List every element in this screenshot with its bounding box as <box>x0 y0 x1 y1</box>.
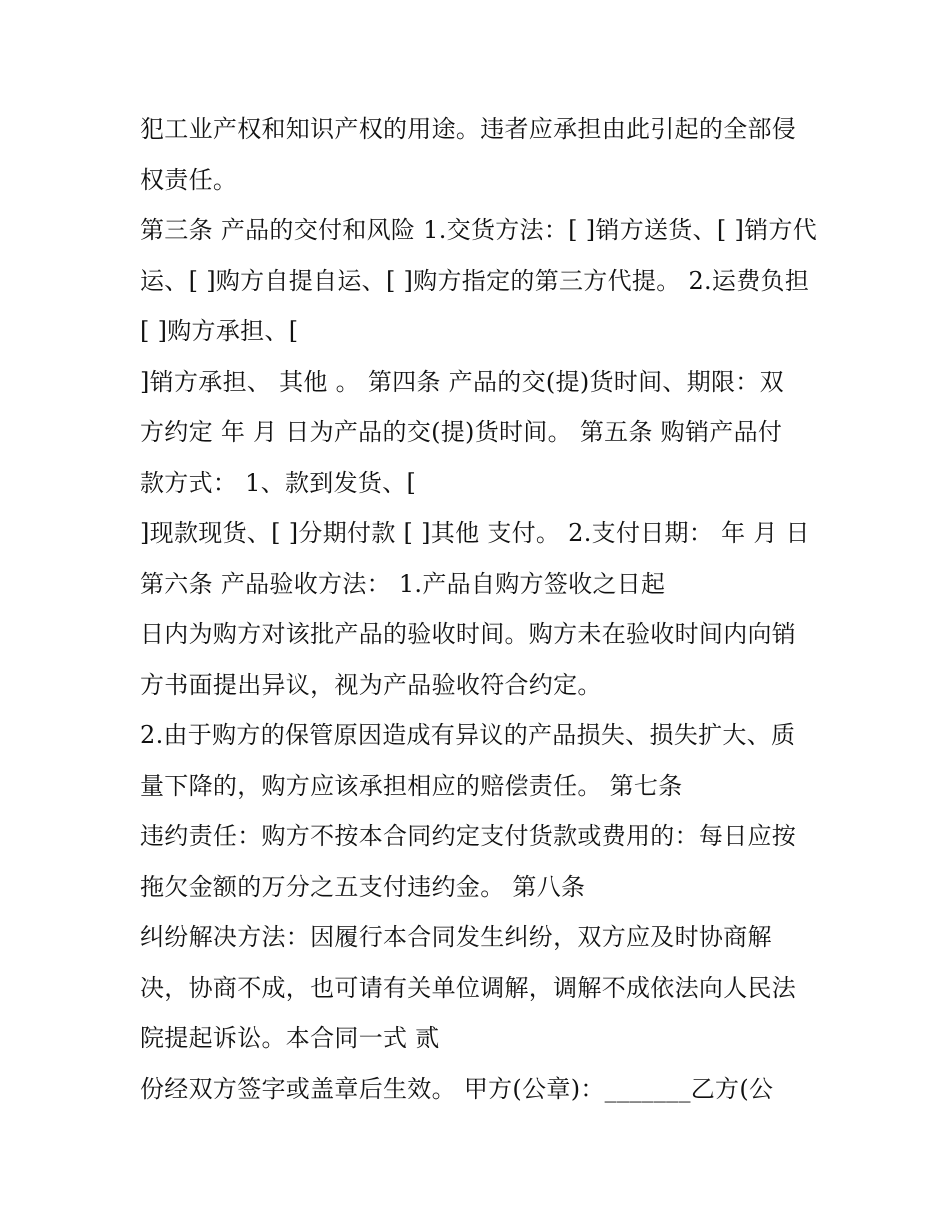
text-line: 纠纷解决方法：因履行本合同发生纠纷，双方应及时协商解 <box>140 923 772 951</box>
text-line: 方书面提出异议，视为产品验收符合约定。 <box>140 670 602 699</box>
text-line: 2.由于购方的保管原因造成有异议的产品损失、损失扩大、质 <box>140 721 796 749</box>
text-line: 第六条 产品验收方法： 1.产品自购方签收之日起 <box>140 569 666 598</box>
text-line: 犯工业产权和知识产权的用途。违者应承担由此引起的全部侵 <box>140 115 797 143</box>
contract-text <box>140 104 840 1114</box>
text-line: 决，协商不成，也可请有关单位调解，调解不成依法向人民法 <box>140 973 797 1002</box>
text-line: 方约定 年 月 日为产品的交(提)货时间。 第五条 购销产品付 <box>140 418 783 446</box>
text-line: [ ]购方承担、[ <box>140 317 299 345</box>
text-line: 份经双方签字或盖章后生效。 甲方(公章)：_______乙方(公 <box>140 1074 774 1103</box>
text-line: 运、[ ]购方自提自运、[ ]购方指定的第三方代提。 2.运费负担 <box>140 266 810 295</box>
text-line: 权责任。 <box>140 165 238 194</box>
text-line: ]销方承担、 其他 。 第四条 产品的交(提)货时间、期限：双 <box>140 367 784 396</box>
text-line: 拖欠金额的万分之五支付违约金。 第八条 <box>140 872 586 901</box>
text-line: 日内为购方对该批产品的验收时间。购方未在验收时间内向销 <box>140 620 797 648</box>
text-line: 第三条 产品的交付和风险 1.交货方法：[ ]销方送货、[ ]销方代 <box>140 216 818 244</box>
text-line: 违约责任：购方不按本合同约定支付货款或费用的：每日应按 <box>140 822 797 850</box>
text-line: 院提起诉讼。本合同一式 贰 <box>140 1024 440 1052</box>
text-line: ]现款现货、[ ]分期付款 [ ]其他 支付。 2.支付日期： 年 月 日 <box>140 519 810 547</box>
text-line: 量下降的，购方应该承担相应的赔偿责任。 第七条 <box>140 771 683 800</box>
text-line: 款方式： 1、款到发货、[ <box>140 468 417 497</box>
